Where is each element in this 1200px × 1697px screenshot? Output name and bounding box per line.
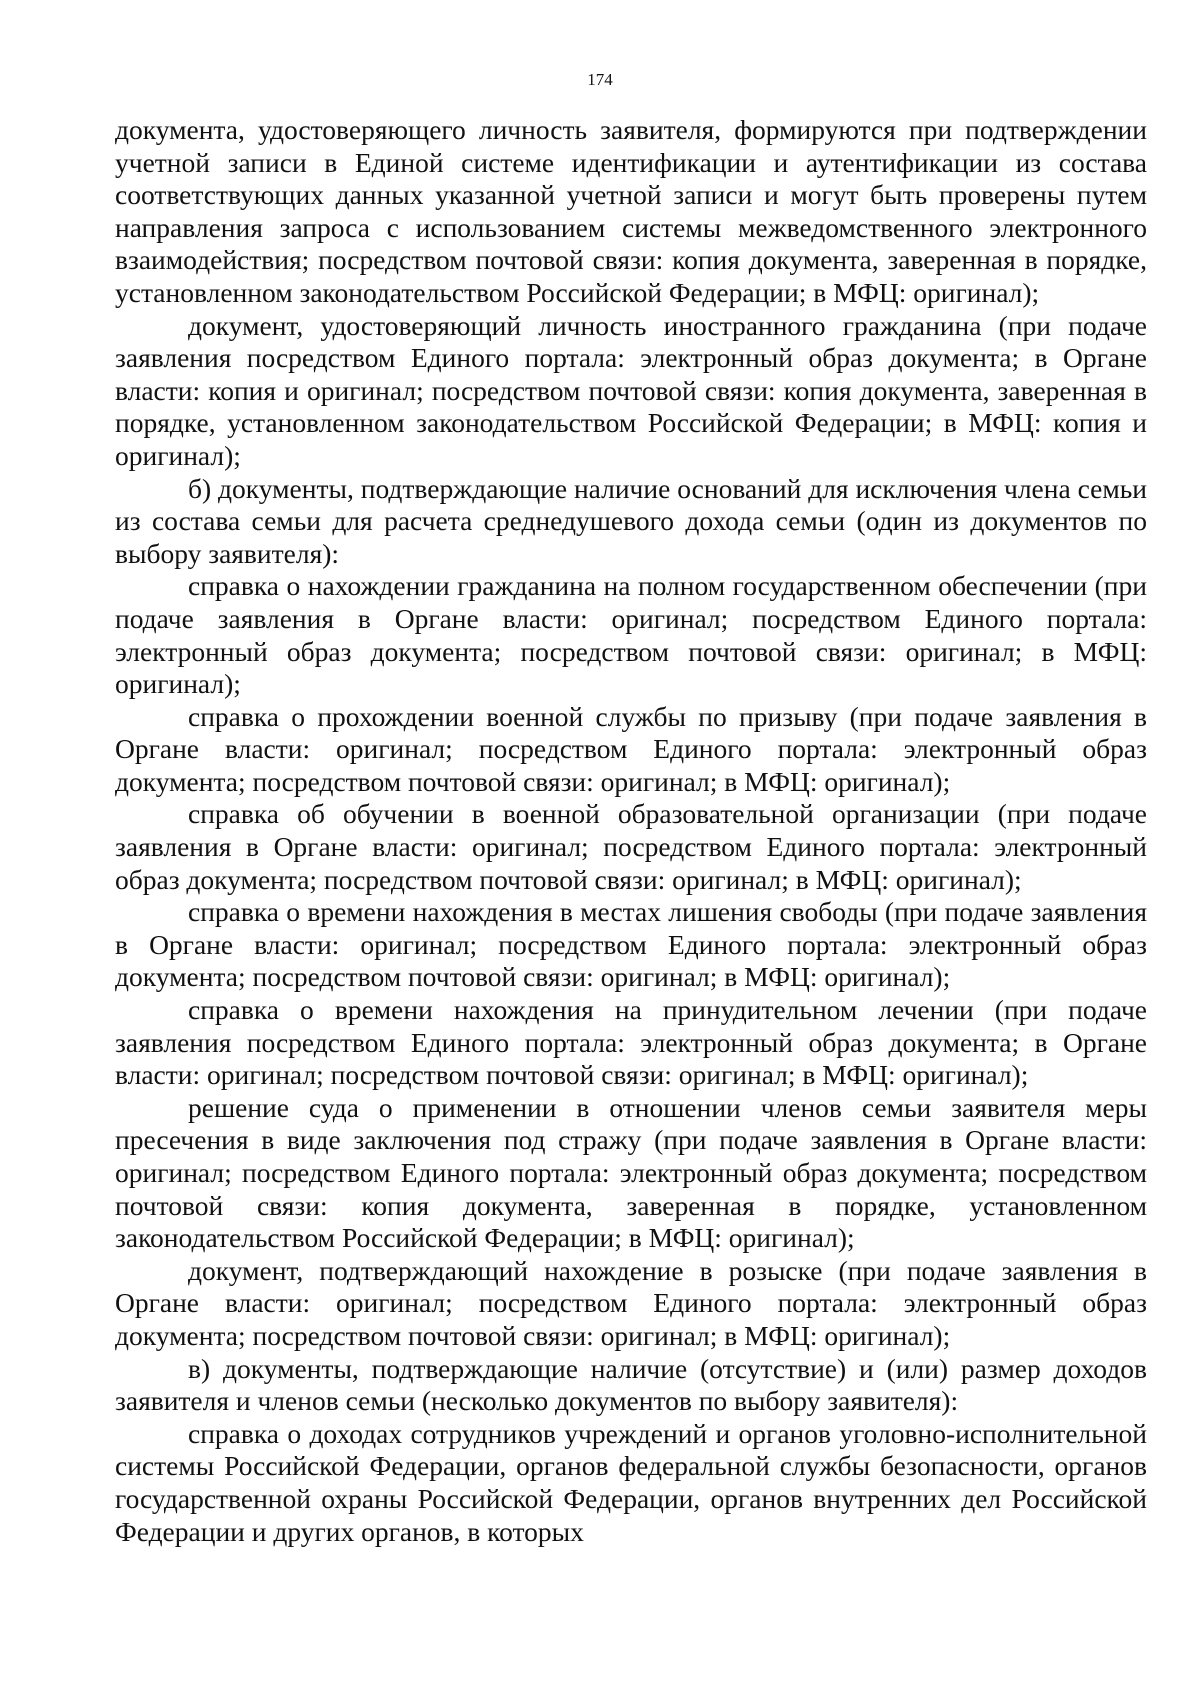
- paragraph-court-decision: решение суда о применении в отношении членов семьи заявителя меры пресечения в виде заключения под стражу (при подаче заявления в Органе власти: оригинал; посредством Единого портала: электронный образ документа; посредством почтовой связи: копия документа, заверенная в порядке, установленном законодательством Российской Федерации; в МФЦ: оригинал);: [115, 1091, 1147, 1254]
- paragraph-military-service: справка о прохождении военной службы по призыву (при подаче заявления в Органе власти: оригинал; посредством Единого портала: электронный образ документа; посредством почтовой связи: оригинал; в МФЦ: оригинал);: [115, 700, 1147, 797]
- paragraph-compulsory-treatment: справка о времени нахождения на принудительном лечении (при подаче заявления посредством Единого портала: электронный образ документа; в Органе власти: оригинал; посредством почтовой связи: оригинал; в МФЦ: оригинал);: [115, 994, 1147, 1091]
- paragraph-item-b: б) документы, подтверждающие наличие оснований для исключения члена семьи из состава семьи для расчета среднедушевого дохода семьи (один из документов по выбору заявителя):: [115, 472, 1147, 569]
- paragraph-state-support: справка о нахождении гражданина на полном государственном обеспечении (при подаче заявления в Органе власти: оригинал; посредством Единого портала: электронный образ документа; посредством почтовой связи: оригинал; в МФЦ: оригинал);: [115, 570, 1147, 700]
- paragraph-military-education: справка об обучении в военной образовательной организации (при подаче заявления в Органе власти: оригинал; посредством Единого портала: электронный образ документа; посредством почтовой связи: оригинал; в МФЦ: оригинал);: [115, 798, 1147, 895]
- paragraph-wanted: документ, подтверждающий нахождение в розыске (при подаче заявления в Органе власти: оригинал; посредством Единого портала: электронный образ документа; посредством почтовой связи: оригинал; в МФЦ: оригинал);: [115, 1254, 1147, 1351]
- page-number: 174: [587, 70, 613, 89]
- paragraph-income-certificate: справка о доходах сотрудников учреждений и органов уголовно-исполнительной системы Российской Федерации, органов федеральной службы безопасности, органов государственной охраны Российской Федерации, органов внутренних дел Российской Федерации и других органов, в которых: [115, 1417, 1147, 1547]
- paragraph-continuation: документа, удостоверяющего личность заявителя, формируются при подтверждении учетной записи в Единой системе идентификации и аутентификации из состава соответствующих данных указанной учетной записи и могут быть проверены путем направления запроса с использованием системы межведомственного электронного взаимодействия; посредством почтовой связи: копия документа, заверенная в порядке, установленном законодательством Российской Федерации; в МФЦ: оригинал);: [115, 114, 1147, 308]
- paragraph-foreign-id: документ, удостоверяющий личность иностранного гражданина (при подаче заявления посредством Единого портала: электронный образ документа; в Органе власти: копия и оригинал; посредством почтовой связи: копия документа, заверенная в порядке, установленном законодательством Российской Федерации; в МФЦ: копия и оригинал);: [115, 309, 1147, 471]
- paragraph-item-v: в) документы, подтверждающие наличие (отсутствие) и (или) размер доходов заявителя и членов семьи (несколько документов по выбору заявителя):: [115, 1352, 1147, 1417]
- paragraph-imprisonment: справка о времени нахождения в местах лишения свободы (при подаче заявления в Органе власти: оригинал; посредством Единого портала: электронный образ документа; посредством почтовой связи: оригинал; в МФЦ: оригинал);: [115, 896, 1147, 993]
- document-body: [115, 114, 1147, 1548]
